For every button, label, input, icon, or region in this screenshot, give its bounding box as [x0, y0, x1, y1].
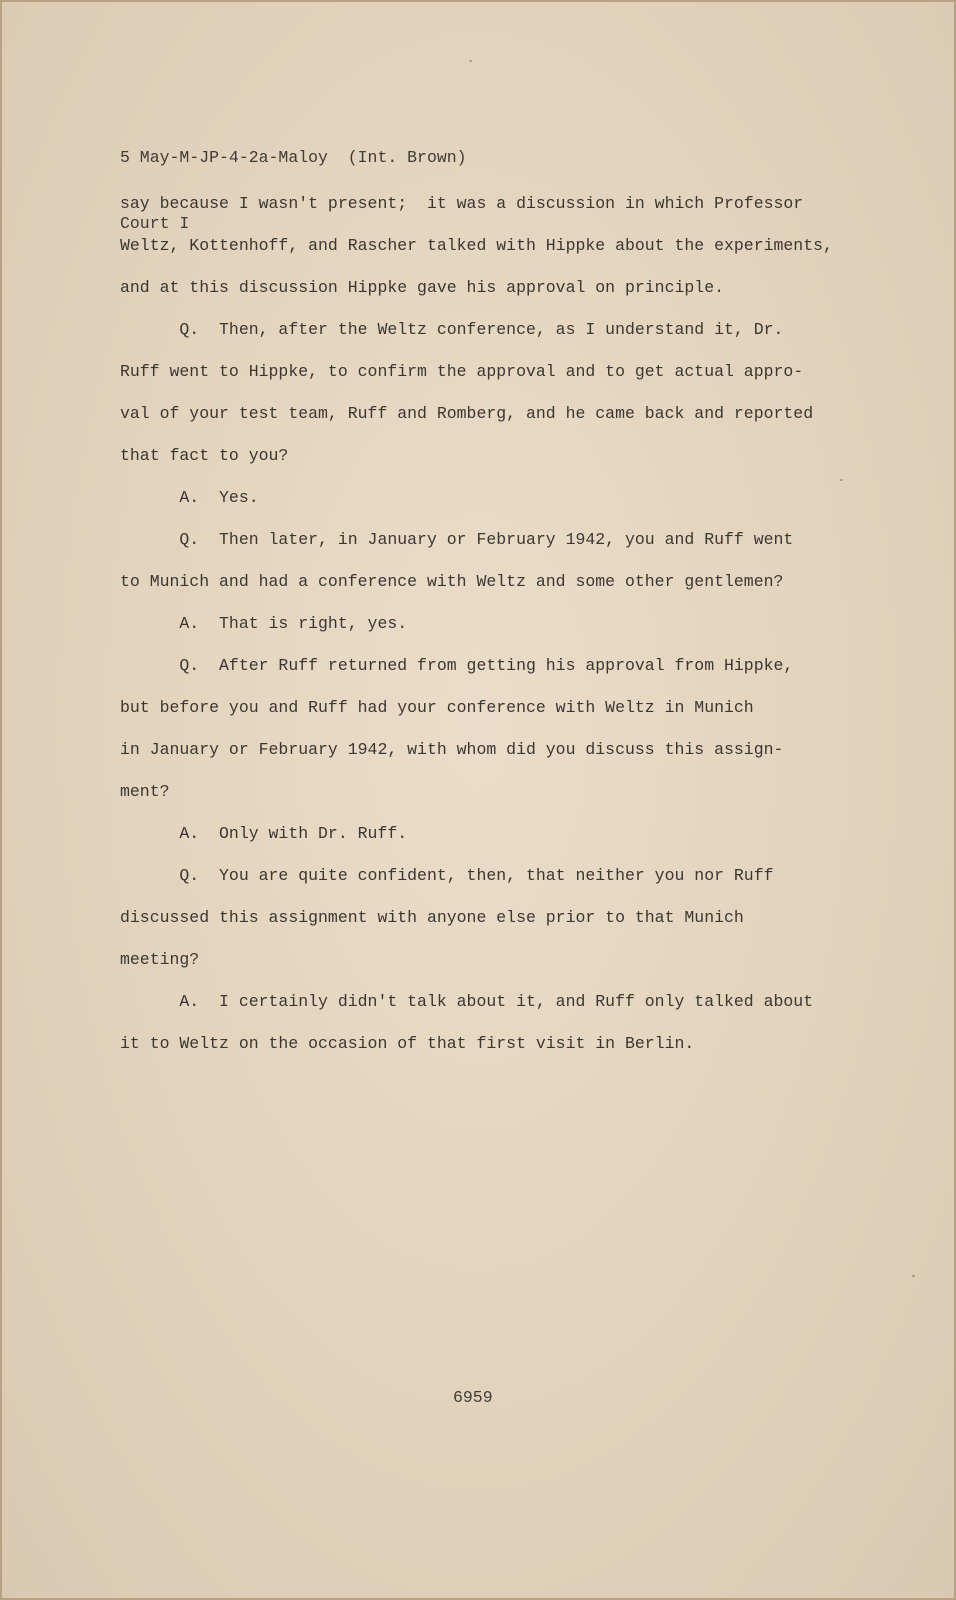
- transcript-line: but before you and Ruff had your conference with Weltz in Munich: [120, 698, 754, 717]
- transcript-line: A. Yes.: [120, 488, 259, 507]
- transcript-line: and at this discussion Hippke gave his approval on principle.: [120, 278, 724, 297]
- transcript-line: Ruff went to Hippke, to confirm the approval and to get actual appro-: [120, 362, 804, 381]
- transcript-line: to Munich and had a conference with Weltz and some other gentlemen?: [120, 572, 784, 591]
- transcript-line: it to Weltz on the occasion of that first visit in Berlin.: [120, 1034, 695, 1053]
- page-number: 6959: [453, 1388, 493, 1407]
- transcript-line: A. Only with Dr. Ruff.: [120, 824, 408, 843]
- transcript-line: ment?: [120, 782, 170, 801]
- transcript-line: A. That is right, yes.: [120, 614, 408, 633]
- transcript-line: val of your test team, Ruff and Romberg, and he came back and reported: [120, 404, 814, 423]
- transcript-body: [120, 183, 880, 1065]
- paper-speck: [912, 1275, 915, 1277]
- transcript-line: meeting?: [120, 950, 200, 969]
- transcript-line: Weltz, Kottenhoff, and Rascher talked with Hippke about the experiments,: [120, 236, 833, 255]
- transcript-line: in January or February 1942, with whom did you discuss this assign-: [120, 740, 784, 759]
- header-court-line: Court I: [120, 214, 190, 233]
- transcript-line: Q. Then, after the Weltz conference, as I understand it, Dr.: [120, 320, 784, 339]
- header-reference-line: 5 May-M-JP-4-2a-Maloy (Int. Brown): [120, 148, 467, 167]
- transcript-line: discussed this assignment with anyone else prior to that Munich: [120, 908, 744, 927]
- transcript-line: say because I wasn't present; it was a discussion in which Professor: [120, 194, 804, 213]
- transcript-line: that fact to you?: [120, 446, 289, 465]
- transcript-line: Q. After Ruff returned from getting his approval from Hippke,: [120, 656, 794, 675]
- transcript-line: A. I certainly didn't talk about it, and Ruff only talked about: [120, 992, 814, 1011]
- paper-speck: [840, 479, 843, 481]
- transcript-line: Q. You are quite confident, then, that neither you nor Ruff: [120, 866, 774, 885]
- transcript-line: Q. Then later, in January or February 1942, you and Ruff went: [120, 530, 794, 549]
- paper-speck: [469, 60, 472, 62]
